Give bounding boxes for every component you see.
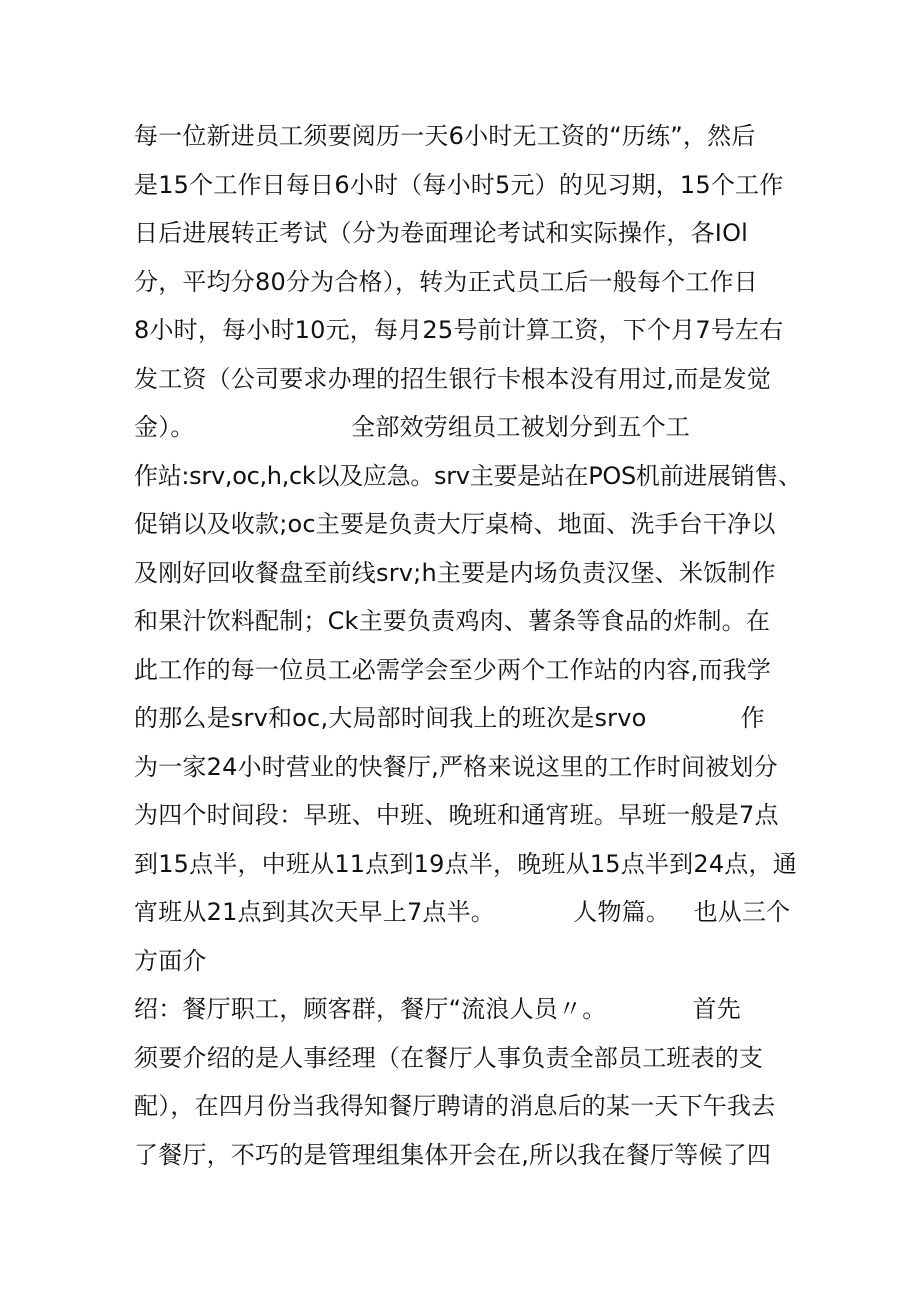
text-line-18: 方面介 xyxy=(134,946,207,975)
text-line-2: 是15个工作日每日6小时（每小时5元）的见习期，15个工作 xyxy=(134,170,784,199)
text-line-9: 促销以及收款;oc主要是负责大厅桌椅、地面、洗手台干净以 xyxy=(134,510,776,538)
text-line-10: 及刚好回收餐盘至前线srv;h主要是内场负责汉堡、米饭制作 xyxy=(134,558,776,587)
text-line-3: 日后进展转正考试（分为卷面理论考试和实际操作，各IOl xyxy=(134,219,749,247)
text-line-21: 配），在四月份当我得知餐厅聘请的消息后的某一天下午我去 xyxy=(134,1092,776,1120)
text-line-15: 为四个时间段：早班、中班、晚班和通宵班。早班一般是7点 xyxy=(134,801,779,829)
text-line-6: 发工资（公司要求办理的招生银行卡根本没有用过,而是发觉 xyxy=(134,364,772,393)
text-line-12: 此工作的每一位员工必需学会至少两个工作站的内容,而我学 xyxy=(134,655,772,684)
text-line-19: 绍：餐厅职工，顾客群，餐厅“流浪人员〃。 首先 xyxy=(134,995,741,1023)
text-line-13: 的那么是srv和oc,大局部时间我上的班次是srvo 作 xyxy=(134,704,765,732)
text-line-4: 分，平均分80分为合格），转为正式员工后一般每个工作日 xyxy=(134,267,758,296)
text-line-8: 作站:srv,oc,h,ck以及应急。srv主要是站在POS机前进展销售、 xyxy=(134,461,802,490)
text-line-17: 宵班从21点到其次天早上7点半。 人物篇。 也从三个 xyxy=(134,898,791,926)
text-line-20: 须要介绍的是人事经理（在餐厅人事负责全部员工班表的支 xyxy=(134,1043,764,1072)
text-line-16: 到15点半，中班从11点到19点半，晚班从15点半到24点，通 xyxy=(134,849,797,878)
text-line-7: 金）。 全部效劳组员工被划分到五个工 xyxy=(134,413,690,441)
text-line-1: 每一位新进员工须要阅历一天6小时无工资的“历练”，然后 xyxy=(134,122,756,150)
text-line-22: 了餐厅，不巧的是管理组集体开会在,所以我在餐厅等候了四 xyxy=(134,1140,772,1169)
text-line-11: 和果汁饮料配制；Ck主要负责鸡肉、薯条等食品的炸制。在 xyxy=(134,607,771,635)
text-line-14: 为一家24小时营业的快餐厅,严格来说这里的工作时间被划分 xyxy=(134,752,778,781)
text-line-5: 8小时，每小时10元，每月25号前计算工资，下个月7号左右 xyxy=(134,316,784,344)
body-text xyxy=(134,112,814,1179)
